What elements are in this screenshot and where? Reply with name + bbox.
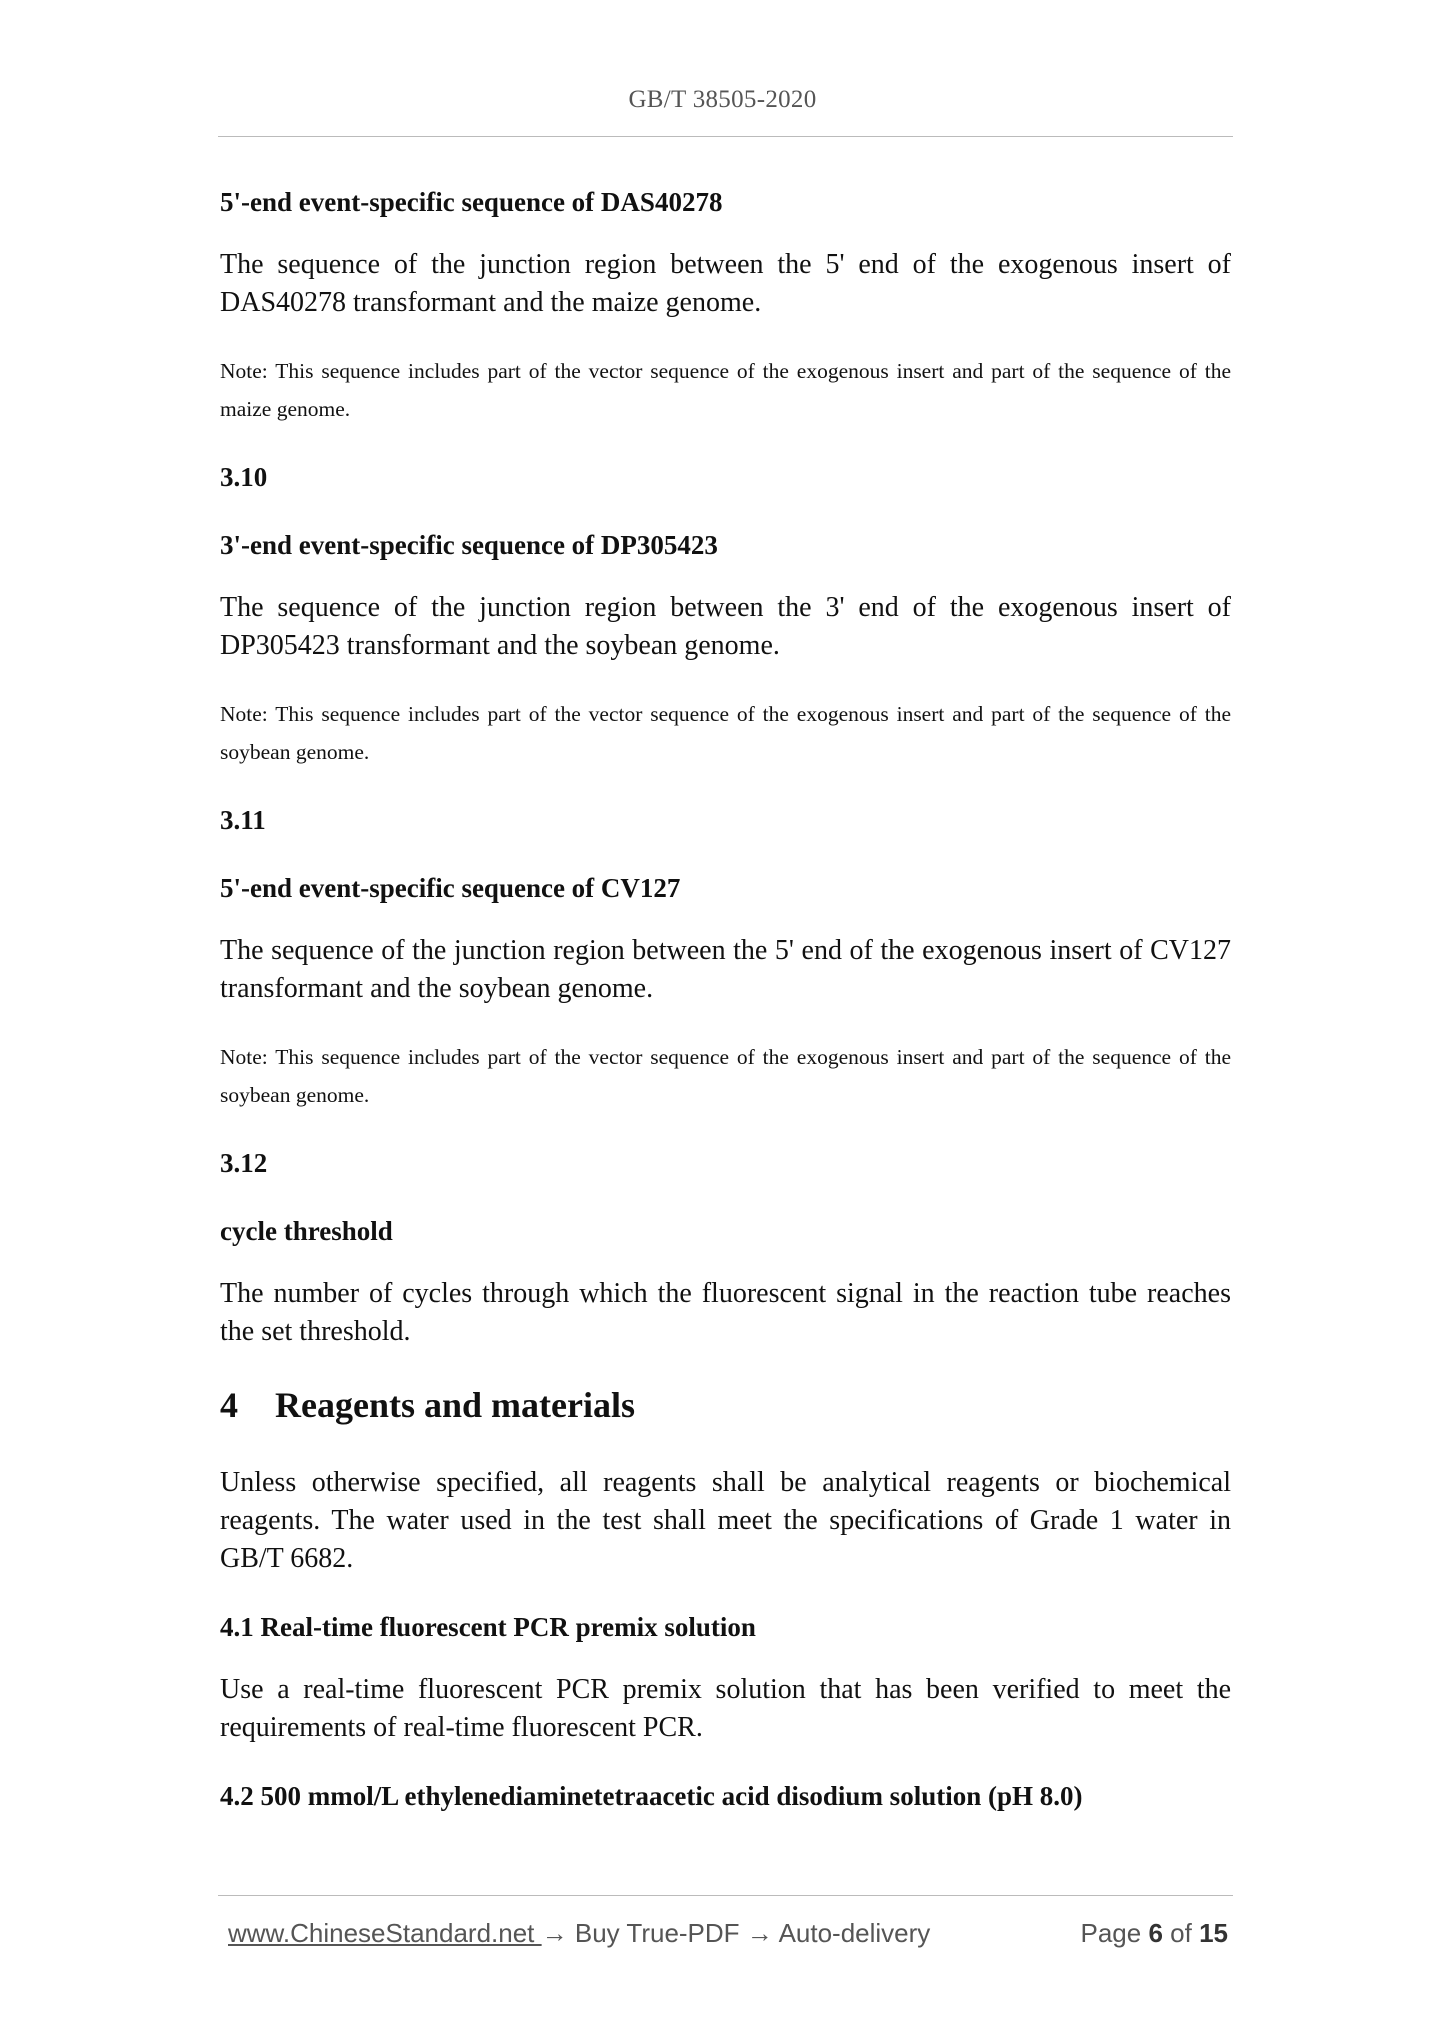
term-3-10-heading: 3'-end event-specific sequence of DP305423: [220, 530, 718, 560]
arrow-right-icon: →: [746, 1918, 773, 1948]
page-label: Page: [1080, 1918, 1142, 1948]
term-3-10-number: 3.10: [220, 462, 268, 492]
document-header: GB/T 38505-2020: [628, 86, 817, 113]
footer-divider: [218, 1895, 1233, 1896]
term-3-12-definition: The number of cycles through which the fluorescent signal in the reaction tube reaches the set threshold.: [220, 1278, 1231, 1347]
term-3-11-number: 3.11: [220, 805, 266, 835]
page-total: 15: [1199, 1918, 1228, 1948]
term-3-9-definition: The sequence of the junction region between the 5' end of the exogenous insert of DAS40278 transformant and the maize genome.: [220, 249, 1231, 318]
page-of-label: of: [1170, 1918, 1192, 1948]
term-3-9-note: Note: This sequence includes part of the vector sequence of the exogenous insert and part of the sequence of the maize genome.: [220, 359, 1231, 421]
header-divider: [218, 136, 1233, 137]
website-link[interactable]: www.ChineseStandard.net: [228, 1918, 542, 1948]
term-3-10-note: Note: This sequence includes part of the vector sequence of the exogenous insert and part of the sequence of the soybean genome.: [220, 702, 1231, 764]
term-3-9-heading: 5'-end event-specific sequence of DAS40278: [220, 187, 723, 217]
footer-promo: [228, 1918, 930, 1949]
term-3-11-heading: 5'-end event-specific sequence of CV127: [220, 873, 681, 903]
page-number: [1080, 1918, 1228, 1949]
arrow-right-icon: →: [541, 1918, 568, 1948]
term-3-10-definition: The sequence of the junction region between the 3' end of the exogenous insert of DP305423 transformant and the soybean genome.: [220, 592, 1231, 661]
section-4-title: [220, 1381, 1231, 1429]
section-4-intro: Unless otherwise specified, all reagents shall be analytical reagents or biochemical reagents. The water used in the test shall meet the specifications of Grade 1 water in GB/T 6682.: [220, 1467, 1231, 1574]
auto-delivery-text: Auto-delivery: [772, 1918, 931, 1948]
page-current: 6: [1148, 1918, 1163, 1948]
subsection-4-2-heading: 4.2 500 mmol/L ethylenediaminetetraacetic acid disodium solution (pH 8.0): [220, 1781, 1083, 1811]
term-3-11-note: Note: This sequence includes part of the vector sequence of the exogenous insert and part of the sequence of the soybean genome.: [220, 1045, 1231, 1107]
section-4-title-text: Reagents and materials: [275, 1385, 635, 1425]
section-4-number: 4: [220, 1385, 238, 1425]
subsection-4-1-text: Use a real-time fluorescent PCR premix solution that has been verified to meet the requirements of real-time fluorescent PCR.: [220, 1674, 1231, 1743]
term-3-12-number: 3.12: [220, 1148, 268, 1178]
term-3-11-definition: The sequence of the junction region between the 5' end of the exogenous insert of CV127 transformant and the soybean genome.: [220, 935, 1231, 1004]
page-content: [220, 183, 1231, 1840]
term-3-12-heading: cycle threshold: [220, 1216, 393, 1246]
subsection-4-1-heading: 4.1 Real-time fluorescent PCR premix solution: [220, 1612, 756, 1642]
buy-true-pdf-text: Buy True-PDF: [567, 1918, 747, 1948]
